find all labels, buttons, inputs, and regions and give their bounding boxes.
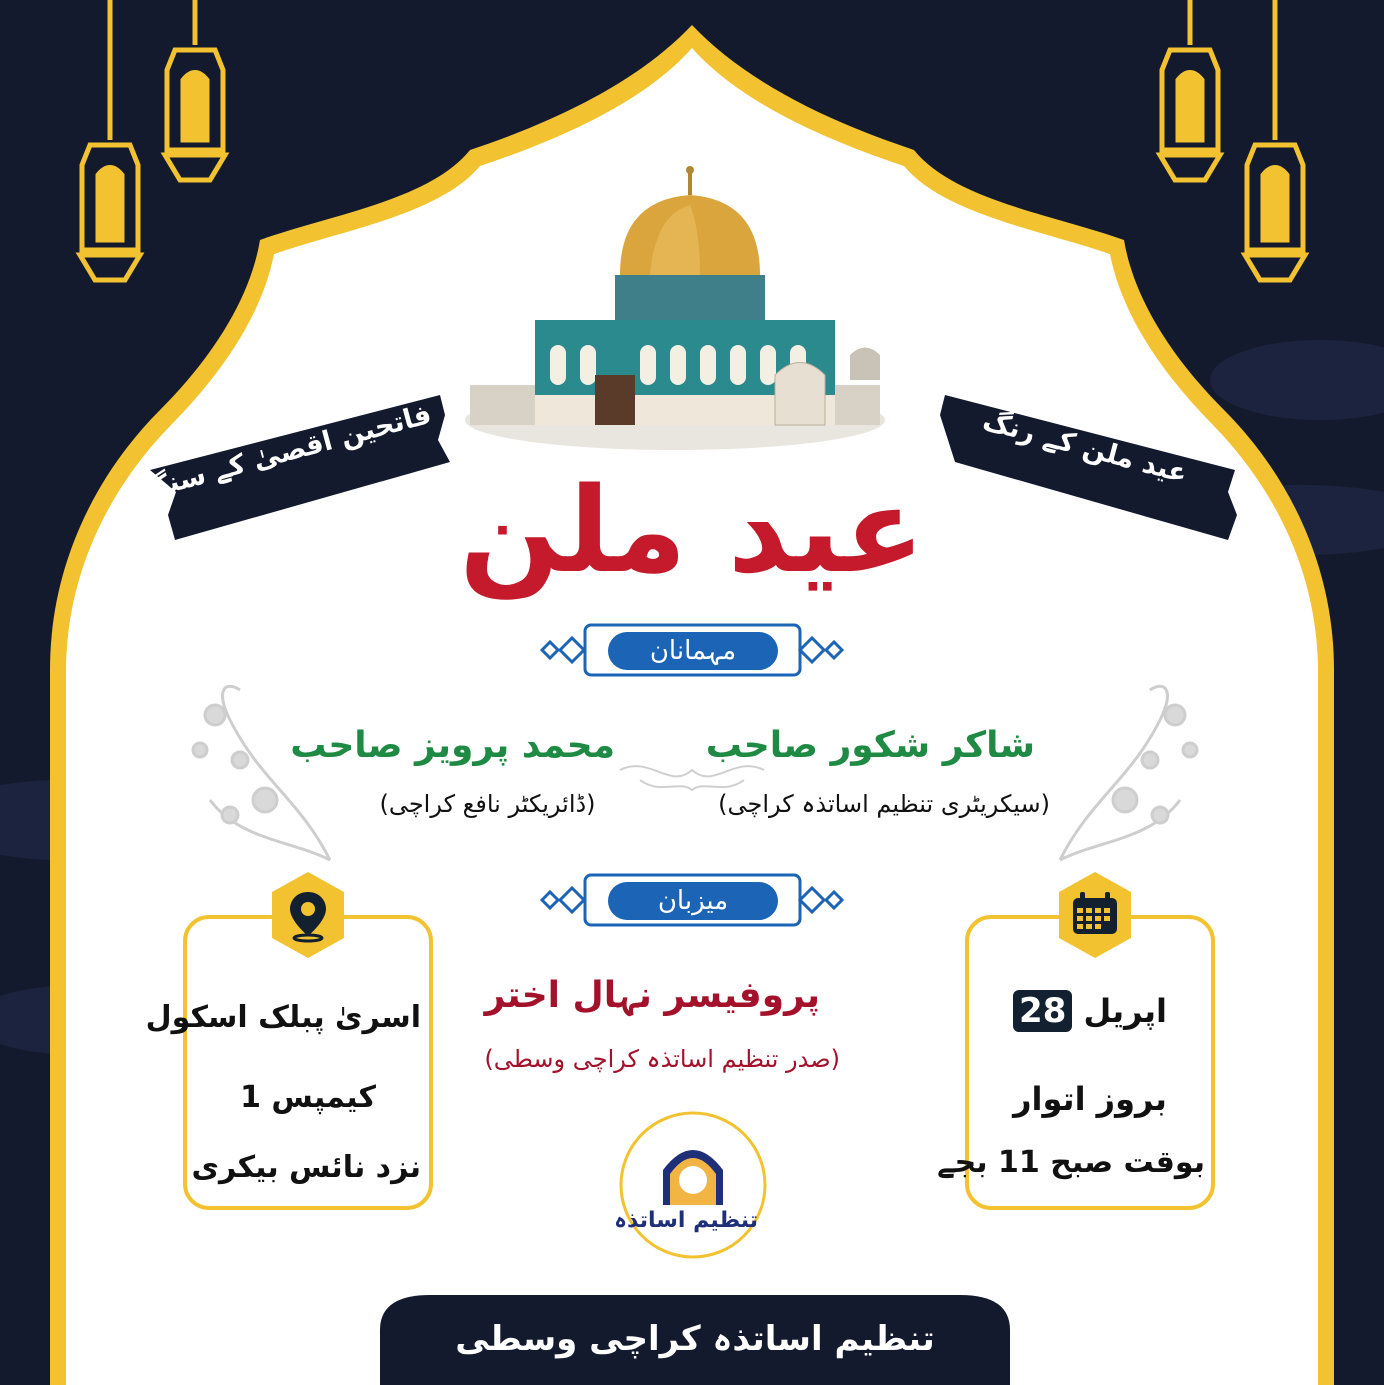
- host-role: (صدر تنظیم اساتذہ کراچی وسطی): [484, 1045, 840, 1073]
- footer-text: تنظیم اساتذہ کراچی وسطی: [455, 1319, 935, 1359]
- host-name: پروفیسر نہال اختر: [484, 975, 820, 1016]
- left-banner-text: فاتحین اقصیٰ کے سنگ: [138, 398, 435, 507]
- lantern-icon: [80, 0, 225, 280]
- guest-name: محمد پرویز صاحب: [290, 725, 615, 766]
- guest-role: (ڈائریکٹر نافع کراچی): [379, 790, 596, 818]
- calendar-icon: [1073, 892, 1117, 934]
- guest-name: شاکر شکور صاحب: [705, 725, 1035, 766]
- calendar-badge: [1055, 870, 1135, 960]
- day-number-badge: 28: [1013, 990, 1072, 1032]
- time-label: بوقت صبح 11 بجے: [937, 1145, 1205, 1180]
- event-title: عید ملن: [459, 461, 925, 599]
- month-label: اپریل: [1083, 992, 1167, 1030]
- venue-line-2: کیمپس 1: [240, 1080, 376, 1115]
- lantern-icon: [1160, 0, 1305, 280]
- date-line: [985, 990, 1195, 1032]
- venue-line-3: نزد نائس بیکری: [191, 1150, 421, 1185]
- weekday-label: بروز اتوار: [1013, 1080, 1167, 1118]
- host-label: میزبان: [608, 882, 778, 920]
- guests-label: مہمانان: [608, 632, 778, 670]
- logo-text: تنظیم اساتذہ: [614, 1208, 758, 1233]
- organization-logo: [614, 1110, 768, 1260]
- venue-line-1: اسریٰ پبلک اسکول: [145, 1000, 421, 1035]
- right-banner-text: عید ملن کے رنگ: [979, 405, 1191, 490]
- location-badge: [268, 870, 348, 960]
- guest-role: (سیکریٹری تنظیم اساتذہ کراچی): [718, 790, 1050, 818]
